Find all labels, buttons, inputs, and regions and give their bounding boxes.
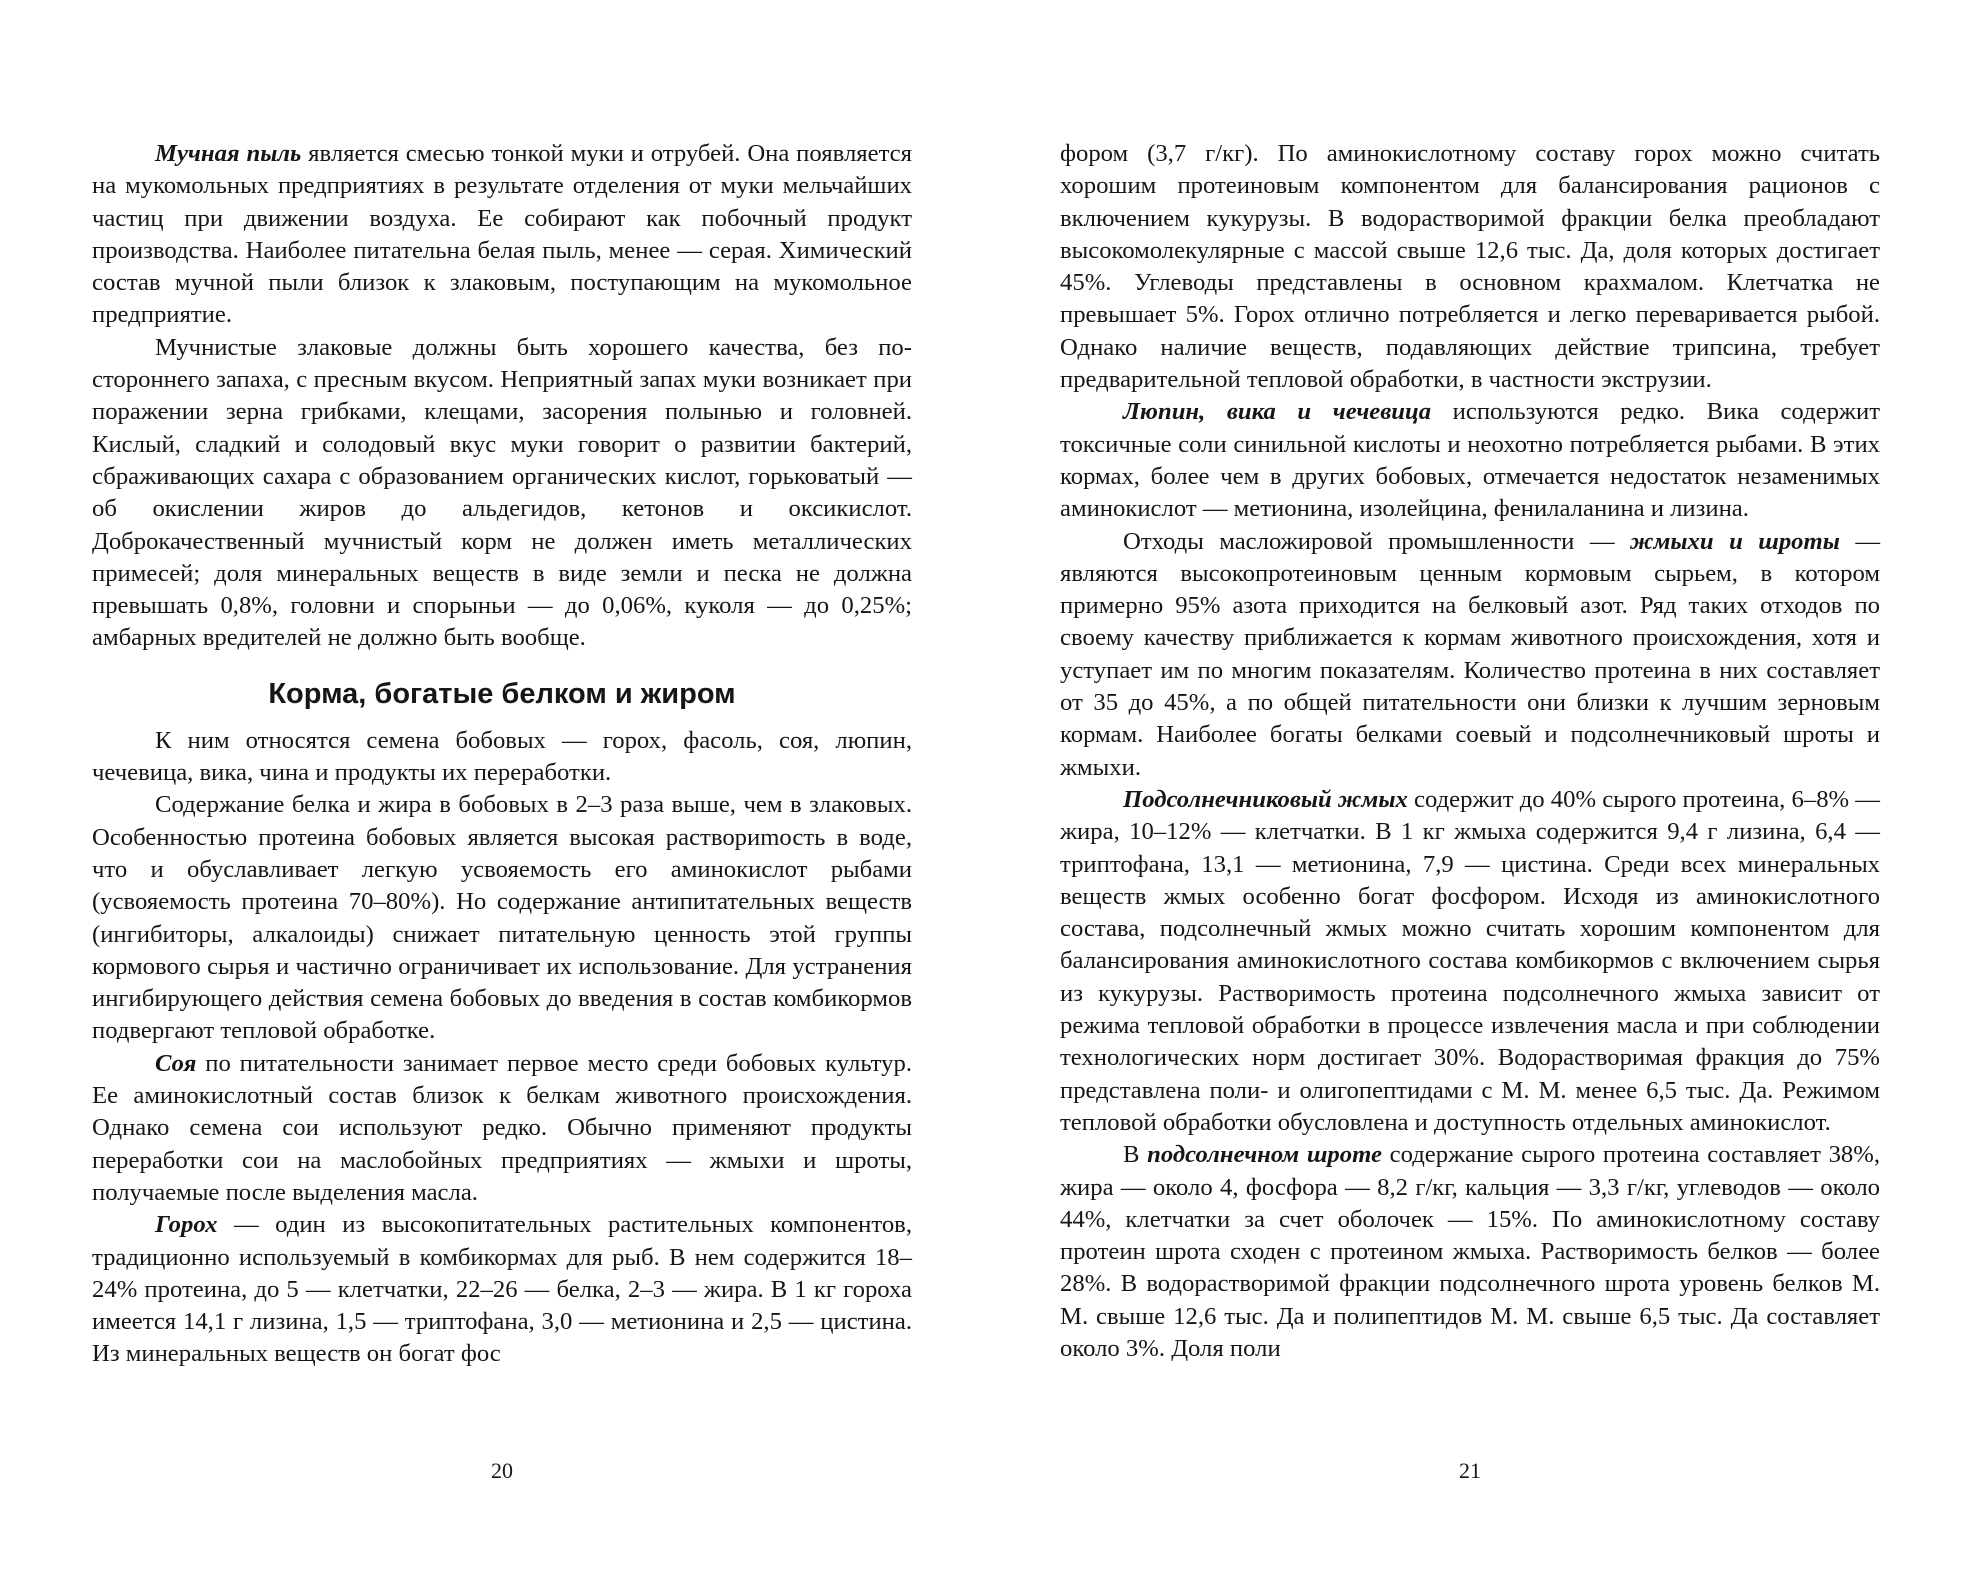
term-lupin: Люпин, вика и чечевица — [1123, 398, 1432, 426]
paragraph-legumes-content: Содержание белка и жира в бобовых в 2–3 раза выше, чем в злаковых. Особенностью протеина бобовых является высокая раствориmость в воде, что и обуславливает легкую усвояемость его аминокислот рыбами (усвояемость протеина 70–80%). Но содержание антипитательных веществ (ингибиторы, алкалоиды) снижает питательную ценность этой группы кормового сырья и частично ограничивает их использование. Для устранения ингибирующего действия семена бобовых до введения в состав комбикормов подвергают тепловой обработке. — [92, 791, 912, 1045]
paragraph-legumes-intro: К ним относятся семена бобовых — горох, фасоль, соя, люпин, чечевица, вика, чина и продукты их переработки. — [92, 726, 912, 787]
paragraph-peas-continued: фором (3,7 г/кг). По аминокислотному составу горох можно считать хорошим протеиновым компонентом для балансирования рационов с включением кукурузы. В водорастворимой фракции белка преобладают высокомолекулярные с массой свыше 12,6 тыс. Да, доля которых достигает 45%. Углеводы представлены в основном крахмалом. Клетчатка не превышает 5%. Горох отлично потребляется и легко переваривается рыбой. Однако наличие веществ, подавляющих действие трипсина, требует предварительной тепловой обработки, в частности экструзии. — [1060, 140, 1880, 394]
section-heading: Корма, богатые белком и жиром — [268, 677, 736, 710]
term-flour-dust: Мучная пыль — [155, 140, 302, 167]
term-oilcakes: жмыхи и шроты — [1630, 527, 1840, 555]
paragraph-flour-quality: Мучнистые злаковые должны быть хорошего качества, без постороннего запаха, с пресным вкусом. Неприятный запах муки возникает при поражении зерна грибками, клещами, засорения полынью и головней. Кислый, сладкий и солодовый вкус муки говорит о развитии бактерий, сбраживающих сахара с образованием органических кислот, горьковатый — об окислении жиров до альдегидов, кетонов и оксикислот. Доброкачественный мучнистый корм не должен иметь металлических примесей; доля минеральных веществ в виде земли и песка не должна превышать 0,8%, головни и спорыньи — до 0,06%, куколя — до 0,25%; амбарных вредителей не должно быть вообще. — [92, 333, 912, 652]
paragraph-sunflower-cake: Подсолнечниковый жмых содержит до 40% сырого протеина, 6–8% — жира, 10–12% — клетчатки. В 1 кг жмыха содержится 9,4 г лизина, 6,4 — триптофана, 13,1 — метионина, 7,9 — цистина. Среди всех минеральных веществ жмых особенно богат фосфором. Исходя из аминокислотного состава, подсолнечный жмых можно считать хорошим компонентом для балансирования аминокислотного состава комбикормов с включением сырья из кукурузы. Растворимость протеина подсолнечного жмыха зависит от режима тепловой обработки в процессе извлечения масла и при соблюдении технологических норм достигает 30%. Водорастворимая фракция до 75% представлена поли- и олигопептидами с М. М. менее 6,5 тыс. Да. Режимом тепловой обработки обусловлена и доступность отдельных аминокислот. — [1060, 785, 1880, 1136]
term-sunflower-meal: подсолнечном шроте — [1147, 1141, 1382, 1169]
term-sunflower-cake: Подсолнечниковый жмых — [1123, 785, 1408, 813]
paragraph-soy: Соя по питательности занимает первое место среди бобовых культур. Ее аминокислотный состав близок к белкам животного происхождения. Однако семена сои используют редко. Обычно применяют продукты переработки сои на маслобойных предприятиях — жмыхи и шроты, получаемые после выделения масла. — [92, 1049, 912, 1206]
paragraph-flour-dust: Мучная пыль является смесью тонкой муки и отрубей. Она появляется на мукомольных предприятиях в результате отделения от муки мельчайших частиц при движении воздуха. Ее собирают как побочный продукт производства. Наиболее питательна белая пыль, менее — серая. Химический состав мучной пыли близок к злаковым, поступающим на мукомольное предприятие. — [92, 140, 912, 329]
left-page — [92, 138, 912, 1538]
page-number-right: 21 — [1459, 1458, 1481, 1483]
term-peas: Горох — [155, 1211, 218, 1239]
term-soy: Соя — [155, 1049, 197, 1077]
page-number-left: 20 — [491, 1458, 513, 1483]
right-page — [1060, 138, 1880, 1538]
paragraph-peas: Горох — один из высокопитательных растительных компонентов, традиционно используемый в комбикормах для рыб. В нем содержится 18–24% протеина, до 5 — клетчатки, 22–26 — белка, 2–3 — жира. В 1 кг гороха имеется 14,1 г лизина, 1,5 — триптофана, 3,0 — метионина и 2,5 — цистина. Из минеральных веществ он богат фос — [92, 1211, 912, 1368]
paragraph-sunflower-meal: В подсолнечном шроте содержание сырого протеина составляет 38%, жира — около 4, фосфора — 8,2 г/кг, кальция — 3,3 г/кг, углеводов — около 44%, клетчатки за счет оболочек — 15%. По аминокислотному составу протеин шрота сходен с протеином жмыха. Растворимость белков — более 28%. В водорастворимой фракции подсолнечного шрота уровень белков М. М. свыше 12,6 тыс. Да и полипептидов М. М. свыше 6,5 тыс. Да составляет около 3%. Доля поли — [1060, 1141, 1881, 1362]
paragraph-oilcakes: Отходы масложировой промышленности — жмыхи и шроты — являются высокопротеиновым ценным кормовым сырьем, в котором примерно 95% азота приходится на белковый азот. Ряд таких отходов по своему качеству приближается к кормам животного происхождения, хотя и уступает им по многим показателям. Количество протеина в них составляет от 35 до 45%, а по общей питательности они близки к лучшим зерновым кормам. Наиболее богаты белками соевый и подсолнечниковый шроты и жмыхи. — [1060, 527, 1881, 781]
paragraph-lupin: Люпин, вика и чечевица используются редко. Вика содержит токсичные соли синильной кислоты и неохотно потребляется рыбами. В этих кормах, более чем в других бобовых, отмечается недостаток незаменимых аминокислот — метионина, изолейцина, фенилаланина и лизина. — [1060, 398, 1880, 523]
